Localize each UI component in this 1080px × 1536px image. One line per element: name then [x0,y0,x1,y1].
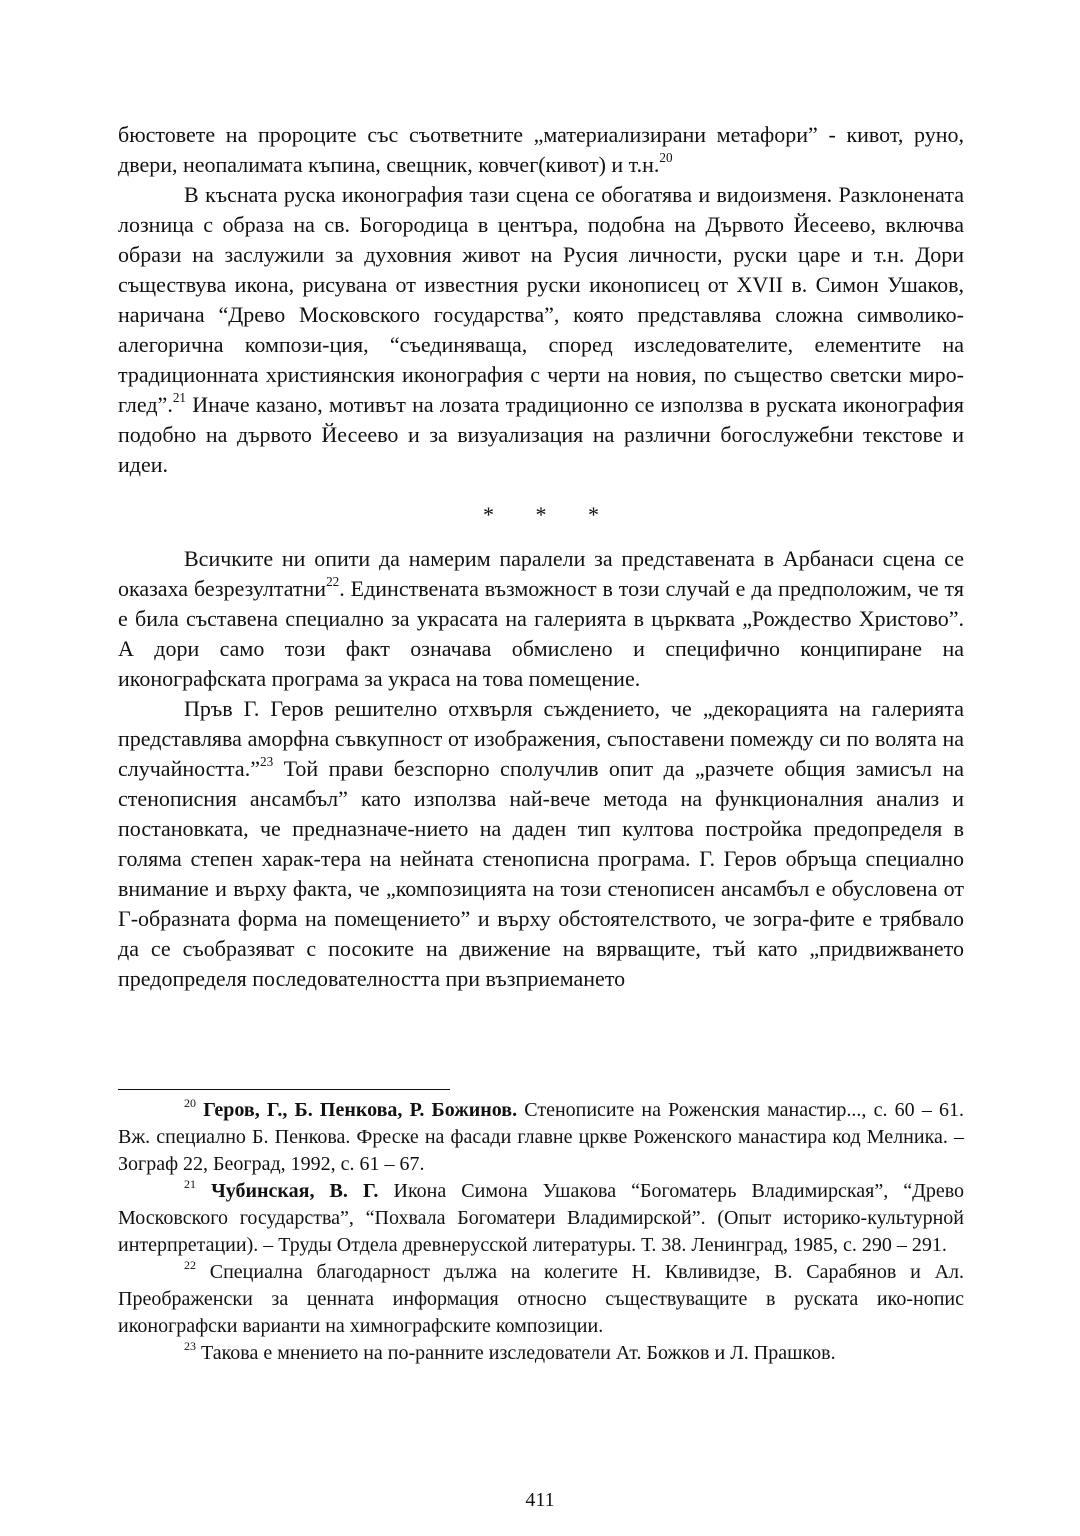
footnote-ref-21: 21 [172,390,187,406]
footnote-number: 21 [184,1177,196,1191]
paragraph-1: бюстовете на пророците със съответните „материализирани метафори” - кивот, руно, двери, неопалимата къпина, свещник, ковчег(кивот) и т.н.$^{20}$ [118,122,964,177]
footnote-text: Специална благодарност дължа на колегите Н. Квливидзе, В. Сарабянов и Ал. Преображенски за ценната информация относно съществуващите в руската ико-нопис иконографски варианти на химнографските композиции. [118,1261,964,1337]
paragraph-4: Пръв Г. Геров решително отхвърля съждението, че „декорацията на галерията представлява аморфна съвкупност от изображения, съпоставени помежду си по волята на случайността.”$^{23}$ Той прави безспорно сполучлив опит да „разчете общия замисъл на стенописния ансамбъл” като използва най-вече метода на функционалния анализ и постановката, че предназначе-нието на даден тип култова постройка предопределя в голяма степен харак-тера на нейната стенописна програма. Г. Геров обръща специално внимание и върху факта, че „композицията на този стенописен ансамбъл е обусловена от Г-образната форма на помещението” и върху обстоятелството, че зогра-фите е трябвало да се съобразяват с посоките на движение на вярващите, тъй като „придвижването предопределя последователността при възприемането [118,696,964,991]
footnote-20 [118,1097,964,1178]
footnote-ref-20: 20 [659,150,673,166]
footnote-number: 23 [184,1339,196,1353]
paragraph-3: Всичките ни опити да намерим паралели за представената в Арбанаси сцена се оказаха безрезултатни$^{22}$. Единствената възможност в този случай е да предположим, че тя е била съставена специално за украсата на галерията в църквата „Рождество Христово”. А дори само този факт означава обмислено и специфично конципиране на иконографската програма за украса на това помещение. [118,546,964,691]
footnote-text: Икона Симона Ушакова “Богоматерь Владимирская”, “Древо Московского государства”, “Похвала Богоматери Владимирской”. (Опыт историко-культурной интерпретации). – Труды Отдела древнерусской литературы. Т. 38. Ленинград, 1985, с. 290 – 291. [118,1180,964,1256]
footnote-21 [118,1178,964,1259]
footnote-number: 22 [184,1258,196,1272]
footnote-ref-23: 23 [259,754,274,770]
footnote-author: Чубинская, В. Г. [211,1180,379,1202]
footnote-text: Такова е мнението на по-ранните изследователи Ат. Божков и Л. Прашков. [196,1342,836,1364]
body-text [118,120,964,994]
page-number: 411 [525,1489,555,1511]
footnote-divider [118,1089,450,1090]
footnote-ref-22: 22 [326,574,340,590]
paragraph-2: В късната руска иконография тази сцена се обогатява и видоизменя. Разклонената лозница с образа на св. Богородица в центъра, подобна на Дървото Йесеево, включва образи на заслужили за духовния живот на Русия личности, руски царе и т.н. Дори съществува икона, рисувана от известния руски иконописец от XVII в. Симон Ушаков, наричана “Древо Московского государства”, която представлява сложна символико-алегорична компози-ция, “съединяваща, според изследователите, елементите на традиционната християнския иконография с черти на новия, по същество светски миро-глед”.$^{21}$ Иначе казано, мотивът на лозата традиционно се използва в руската иконография подобно на дървото Йесеево и за визуализация на различни богослужебни текстове и идеи. [118,182,964,477]
footnote-author: Геров, Г., Б. Пенкова, Р. Божинов. [203,1099,518,1121]
footnote-number: 20 [184,1096,196,1110]
section-separator: * * * [483,502,617,527]
footnote-23 [118,1340,964,1367]
footnote-text: Стенописите на Роженския манастир..., с. 60 – 61. Вж. специално Б. Пенкова. Фреске на фасади главне цркве Роженского манастира код Мелника. – Зограф 22, Београд, 1992, с. 61 – 67. [118,1099,965,1175]
footnotes [118,1097,964,1367]
footnote-22 [118,1259,964,1340]
